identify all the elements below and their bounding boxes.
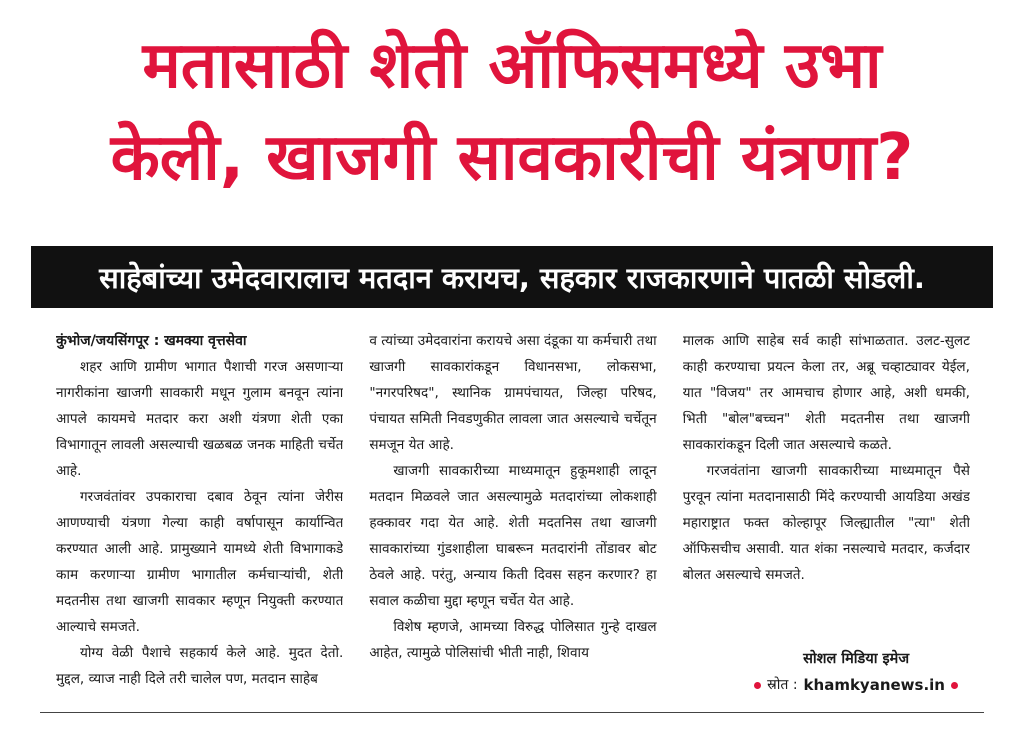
paragraph: व त्यांच्या उमेदवारांना करायचे असा दंडूका या कर्मचारी तथा खाजगी सावकारांकडून विधानसभा, लोकसभा, "नगरपरिषद", स्थानिक ग्रामपंचायत, जिल्हा परिषद, पंचायत समिती निवडणुकीत लावला जात असल्याचे चर्चेतून समजून येत आहे. (369, 333, 657, 453)
paragraph: शहर आणि ग्रामीण भागात पैशाची गरज असणाऱ्या नागरीकांना खाजगी सावकारी मधून गुलाम बनवून त्यांना आपले कायमचे मतदार करा अशी यंत्रणा शेती एका विभागातून लावली असल्याची खळबळ जनक माहिती चर्चेत आहे. (56, 359, 344, 479)
credit-source (754, 672, 958, 698)
paragraph: गरजवंतांवर उपकाराचा दबाव ठेवून त्यांना जेरीस आणण्याची यंत्रणा गेल्या काही वर्षापासून कार्यान्वित करण्यात आली आहे. प्रामुख्याने यामध्ये शेती विभागाकडे काम करणाऱ्या ग्रामीण भागातील कर्मचाऱ्यांची, शेती मदतनीस तथा खाजगी सावकार म्हणून नियुक्ती करण्यात आल्याचे समजते. (56, 489, 344, 635)
article-column-2 (369, 328, 656, 698)
article-column-1 (56, 328, 343, 698)
paragraph: खाजगी सावकारीच्या माध्यमातून हुकूमशाही लादून मतदान मिळवले जात असल्यामुळे मतदारांच्या लोकशाही हक्कावर गदा येत आहे. शेती मदतनिस तथा खाजगी सावकारांच्या गुंडशाहीला घाबरून मतदारांनी तोंडावर बोट ठेवले आहे. परंतु, अन्याय किती दिवस सहन करणार? हा सवाल कळीचा मुद्दा म्हणून चर्चेत येत आहे. (369, 463, 657, 609)
credit-title: सोशल मिडिया इमेज (803, 651, 910, 667)
paragraph: विशेष म्हणजे, आमच्या विरुद्ध पोलिसात गुन्हे दाखल आहेत, त्यामुळे पोलिसांची भीती नाही, शिवाय (369, 619, 657, 661)
bullet-dot-icon (951, 682, 958, 689)
article-body (56, 328, 970, 698)
headline (20, 20, 1004, 204)
subheadline: साहेबांच्या उमेदवारालाच मतदान करायच, सहकार राजकारणाने पातळी सोडली. (99, 260, 925, 295)
headline-line-1: मतासाठी शेती ऑफिसमध्ये उभा (142, 29, 882, 103)
paragraph: मालक आणि साहेब सर्व काही सांभाळतात. उलट-सुलट काही करण्याचा प्रयत्न केला तर, अब्रू चव्हाट्यावर येईल, यात "विजय" तर आमचाच होणार आहे, अशी धमकी, भिती "बोल"बच्चन" शेती मदतनीस तथा खाजगी सावकारांकडून दिली जात असल्याचे कळते. (682, 333, 970, 453)
paragraph: गरजवंतांना खाजगी सावकारीच्या माध्यमातून पैसे पुरवून त्यांना मतदानासाठी मिंदे करण्याची आयडिया अखंड महाराष्ट्रात फक्त कोल्हापूर जिल्ह्यातील "त्या" शेती ऑफिसचीच असावी. यात शंका नसल्याचे मतदार, कर्जदार बोलत असल्याचे समजते. (682, 463, 970, 583)
paragraph: योग्य वेळी पैशाचे सहकार्य केले आहे. मुदत देतो. मुद्दल, व्याज नाही दिले तरी चालेल पण, मतदान साहेब (56, 645, 344, 687)
subheadline-bar (31, 246, 993, 308)
bottom-divider (40, 712, 984, 713)
source-site: khamkyanews.in (803, 676, 945, 694)
article-column-3 (683, 328, 970, 698)
headline-line-2: केली, खाजगी सावकारीची यंत्रणा? (110, 121, 914, 195)
bullet-dot-icon (754, 682, 761, 689)
image-credit (754, 646, 958, 698)
dateline: कुंभोज/जयसिंगपूर : खमक्या वृत्तसेवा (56, 333, 247, 349)
source-label: स्रोत : (767, 677, 798, 693)
